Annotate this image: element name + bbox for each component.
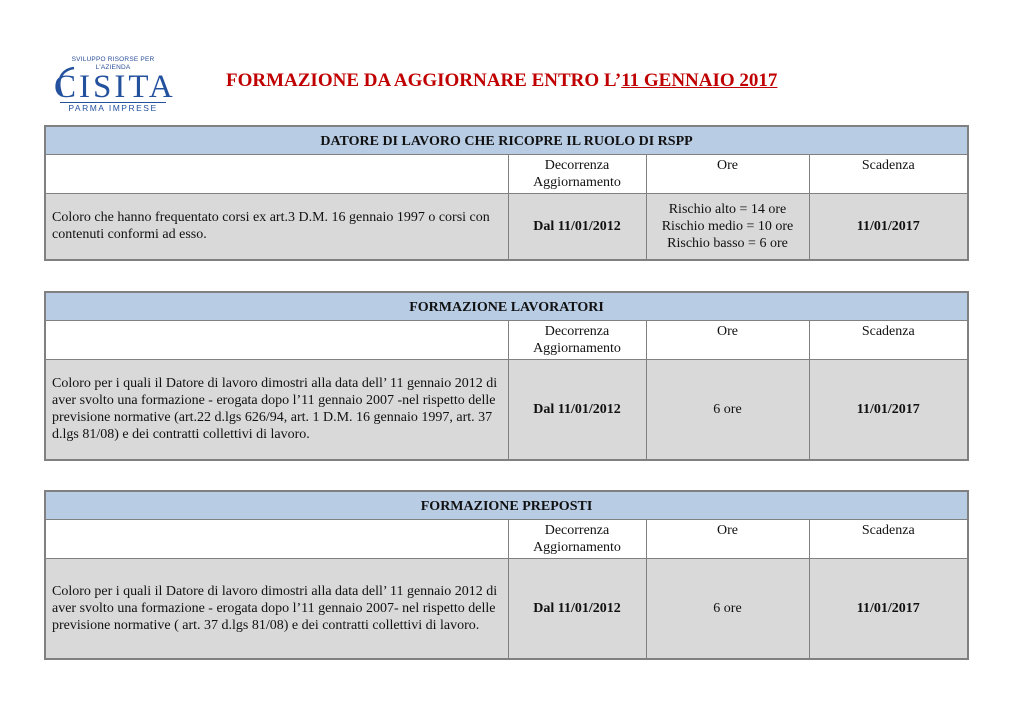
logo-tagline: SVILUPPO RISORSE PER L'AZIENDA: [71, 56, 155, 71]
table-row: [45, 559, 968, 659]
page-title-date: 11 GENNAIO 2017: [621, 70, 778, 91]
logo-swoosh-icon: [54, 64, 76, 100]
scadenza-cell: 11/01/2017: [809, 194, 968, 260]
column-header-ore: Ore: [646, 520, 809, 559]
ore-line: Rischio basso = 6 ore: [667, 235, 788, 251]
cisita-logo: [54, 56, 176, 113]
column-header-scadenza: Scadenza: [809, 520, 968, 559]
decorrenza-cell: Dal 11/01/2012: [508, 194, 646, 260]
ore-line: Rischio medio = 10 ore: [661, 218, 794, 234]
table-row: [45, 360, 968, 460]
section-table-preposti: [44, 490, 969, 660]
description-cell: Coloro che hanno frequentato corsi ex art.3 D.M. 16 gennaio 1997 o corsi con contenuti conformi ad esso.: [45, 194, 508, 260]
column-header-decorrenza: Decorrenza Aggiornamento: [508, 520, 646, 559]
section-heading: FORMAZIONE LAVORATORI: [45, 292, 968, 321]
column-header-blank: [45, 155, 508, 194]
description-cell: Coloro per i quali il Datore di lavoro dimostri alla data dell’ 11 gennaio 2012 di aver svolto una formazione - erogata dopo l’11 gennaio 2007- nel rispetto delle previsione normative ( art. 37 d.lgs 81/08) e dei contratti collettivi di lavoro.: [45, 559, 508, 659]
section-table-rspp: [44, 125, 969, 261]
decorrenza-cell: Dal 11/01/2012: [508, 559, 646, 659]
column-header-decorrenza: Decorrenza Aggiornamento: [508, 321, 646, 360]
section-table-lavoratori: [44, 291, 969, 461]
decorrenza-cell: Dal 11/01/2012: [508, 360, 646, 460]
column-header-blank: [45, 321, 508, 360]
column-header-ore: Ore: [646, 321, 809, 360]
column-header-scadenza: Scadenza: [809, 321, 968, 360]
logo-subname: PARMA IMPRESE: [60, 102, 166, 113]
column-header-blank: [45, 520, 508, 559]
ore-cell: 6 ore: [646, 559, 809, 659]
section-heading: FORMAZIONE PREPOSTI: [45, 491, 968, 520]
section-heading: DATORE DI LAVORO CHE RICOPRE IL RUOLO DI RSPP: [45, 126, 968, 155]
scadenza-cell: 11/01/2017: [809, 559, 968, 659]
page-title: [226, 70, 777, 92]
ore-cell: [646, 194, 809, 260]
ore-line: Rischio alto = 14 ore: [668, 201, 787, 217]
ore-cell: 6 ore: [646, 360, 809, 460]
table-row: [45, 194, 968, 260]
scadenza-cell: 11/01/2017: [809, 360, 968, 460]
column-header-ore: Ore: [646, 155, 809, 194]
column-header-scadenza: Scadenza: [809, 155, 968, 194]
description-cell: Coloro per i quali il Datore di lavoro dimostri alla data dell’ 11 gennaio 2012 di aver svolto una formazione - erogata dopo l’11 gennaio 2007 -nel rispetto delle previsione normative (art.22 d.lgs 626/94, art. 1 D.M. 16 gennaio 1997, art. 37 d.lgs 81/08) e dei contratti collettivi di lavoro.: [45, 360, 508, 460]
logo-name: CISITA: [54, 69, 176, 105]
page-title-prefix: FORMAZIONE DA AGGIORNARE ENTRO L’: [226, 70, 622, 91]
column-header-decorrenza: Decorrenza Aggiornamento: [508, 155, 646, 194]
